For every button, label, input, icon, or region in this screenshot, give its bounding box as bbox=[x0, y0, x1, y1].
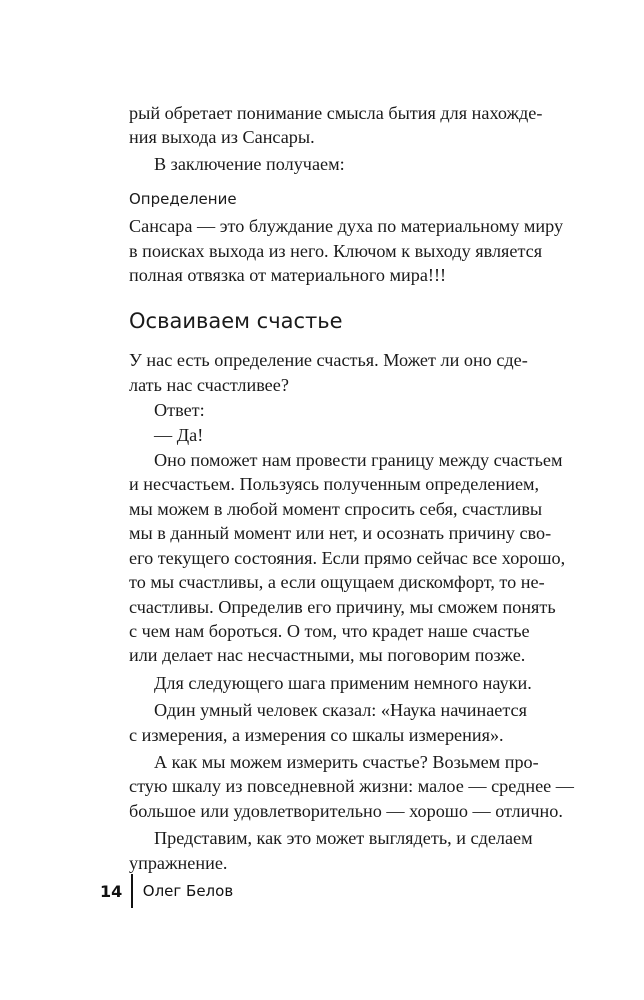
author-name: Олег Белов bbox=[142, 882, 234, 900]
paragraph-11: Представим, как это может выглядеть, и сделаем упражнение. bbox=[129, 828, 533, 873]
paragraph-7: Оно поможет нам провести границу между счастьем и несчастьем. Пользуясь полученным определением, мы можем в любой момент спросить себя, счастливы мы в данный момент или нет, и осознать причину сво- его текущего состояния. Если прямо сейчас все хорошо, то мы счастливы, а если ощущаем дискомфорт, то не- счастливы. Определив его причину, мы сможем понять с чем нам бороться. О том, что крадет наше счастье или делает нас несчастными, мы поговорим позже. bbox=[129, 450, 566, 666]
paragraph-8: Для следующего шага применим немного науки. bbox=[154, 672, 532, 693]
page-number: 14 bbox=[100, 881, 123, 901]
definition-text: Сансара — это блуждание духа по материальному миру в поисках выхода из него. Ключом к выходу является полная отвязка от материального мира!!! bbox=[129, 216, 564, 286]
paragraph-1: рый обретает понимание смысла бытия для нахожде- ния выхода из Сансары. bbox=[129, 103, 543, 148]
paragraph-10: А как мы можем измерить счастье? Возьмем про- стую шкалу из повседневной жизни: малое — среднее — большое или удовлетворительно — хорошо — отлично. bbox=[129, 751, 574, 821]
section-heading: Осваиваем счастье bbox=[129, 309, 343, 334]
paragraph-4: У нас есть определение счастья. Может ли оно сде- лать нас счастливее? bbox=[129, 350, 528, 395]
footer-divider bbox=[131, 874, 133, 908]
page-body bbox=[129, 101, 576, 875]
paragraph-9: Один умный человек сказал: «Наука начинается с измерения, а измерения со шкалы измерения». bbox=[129, 700, 527, 745]
definition-label: Определение bbox=[129, 190, 237, 209]
paragraph-answer-label: Ответ: bbox=[154, 400, 205, 421]
paragraph-answer: — Да! bbox=[154, 424, 204, 445]
page-footer bbox=[100, 874, 233, 908]
paragraph-2: В заключение получаем: bbox=[154, 153, 345, 174]
